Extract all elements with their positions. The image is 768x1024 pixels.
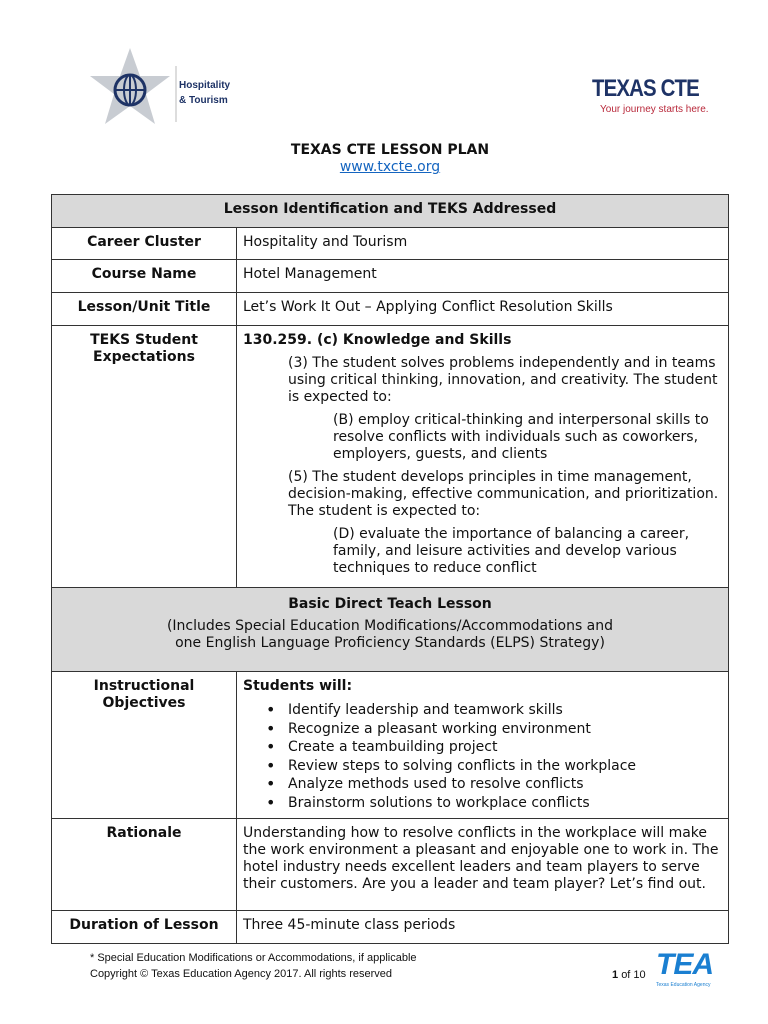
- teks-standard-3: (3) The student solves problems independently and in teams using critical thinking, innovation, and creativity. The student is expected to:: [288, 355, 718, 405]
- table-heading: Lesson Identification and TEKS Addressed: [52, 195, 729, 228]
- career-cluster-label: Career Cluster: [52, 228, 237, 260]
- texas-cte-tagline: Your journey starts here.: [600, 104, 709, 115]
- lesson-title-value: Let’s Work It Out – Applying Conflict Resolution Skills: [237, 293, 729, 326]
- hospitality-logo-text: [179, 78, 230, 108]
- course-name-label: Course Name: [52, 260, 237, 293]
- objectives-list: [243, 701, 722, 812]
- basic-lesson-heading: Basic Direct Teach Lesson: [288, 596, 492, 612]
- tea-logo-subtitle: Texas Education Agency: [656, 982, 711, 988]
- page-total: of 10: [621, 969, 646, 981]
- objective-item: • Identify leadership and teamwork skills: [288, 701, 722, 720]
- lesson-table: [51, 194, 729, 944]
- tourism-logo-line: & Tourism: [179, 95, 228, 106]
- page-current: 1: [612, 969, 619, 981]
- teks-heading: 130.259. (c) Knowledge and Skills: [243, 332, 512, 348]
- teks-standard-5d: (D) evaluate the importance of balancing a career, family, and leisure activities and develop various techniques to reduce conflict: [333, 526, 690, 576]
- objective-item: • Analyze methods used to resolve conflicts: [288, 775, 722, 794]
- objective-item: • Review steps to solving conflicts in the workplace: [288, 757, 722, 776]
- page-title: TEXAS CTE LESSON PLAN: [290, 142, 490, 158]
- rationale-label: Rationale: [52, 819, 237, 911]
- website-link[interactable]: www.txcte.org: [339, 159, 441, 175]
- footer-copyright: Copyright © Texas Education Agency 2017. All rights reserved: [90, 968, 393, 980]
- duration-label: Duration of Lesson: [52, 911, 237, 944]
- teks-standard-3b: (B) employ critical-thinking and interpersonal skills to resolve conflicts with individuals such as coworkers, employers, guests, and clients: [333, 412, 709, 462]
- teks-content: [237, 326, 729, 588]
- teks-label: TEKS Student Expectations: [52, 326, 237, 588]
- tea-logo: TEA: [656, 948, 713, 981]
- rationale-value: Understanding how to resolve conflicts in the workplace will make the work environment a pleasant and enjoyable one to work in. The hotel industry needs excellent leaders and team players to serve their customers. Are you a leader and team player? Let’s find out.: [237, 819, 729, 911]
- lesson-title-label: Lesson/Unit Title: [52, 293, 237, 326]
- texas-cte-logo: TEXAS CTE: [592, 75, 699, 102]
- objective-item: • Recognize a pleasant working environment: [288, 720, 722, 739]
- course-name-value: Hotel Management: [237, 260, 729, 293]
- objective-item: • Create a teambuilding project: [288, 738, 722, 757]
- footer-note: * Special Education Modifications or Accommodations, if applicable: [90, 952, 417, 964]
- objectives-content: [237, 672, 729, 819]
- teks-standard-5: (5) The student develops principles in time management, decision-making, effective communication, and prioritization. The student is expected to:: [288, 469, 719, 519]
- page-number: [612, 968, 646, 982]
- duration-value: Three 45-minute class periods: [237, 911, 729, 944]
- objectives-label: Instructional Objectives: [52, 672, 237, 819]
- basic-lesson-section: [52, 588, 729, 672]
- objective-item: • Brainstorm solutions to workplace conflicts: [288, 794, 722, 813]
- basic-lesson-subtitle: (Includes Special Education Modifications/Accommodations and one English Language Proficiency Standards (ELPS) Strategy): [166, 618, 614, 651]
- career-cluster-value: Hospitality and Tourism: [237, 228, 729, 260]
- hospitality-logo-line: Hospitality: [179, 80, 231, 91]
- page-footer: [51, 950, 729, 994]
- objectives-heading: Students will:: [243, 678, 353, 694]
- document-body: [51, 194, 729, 994]
